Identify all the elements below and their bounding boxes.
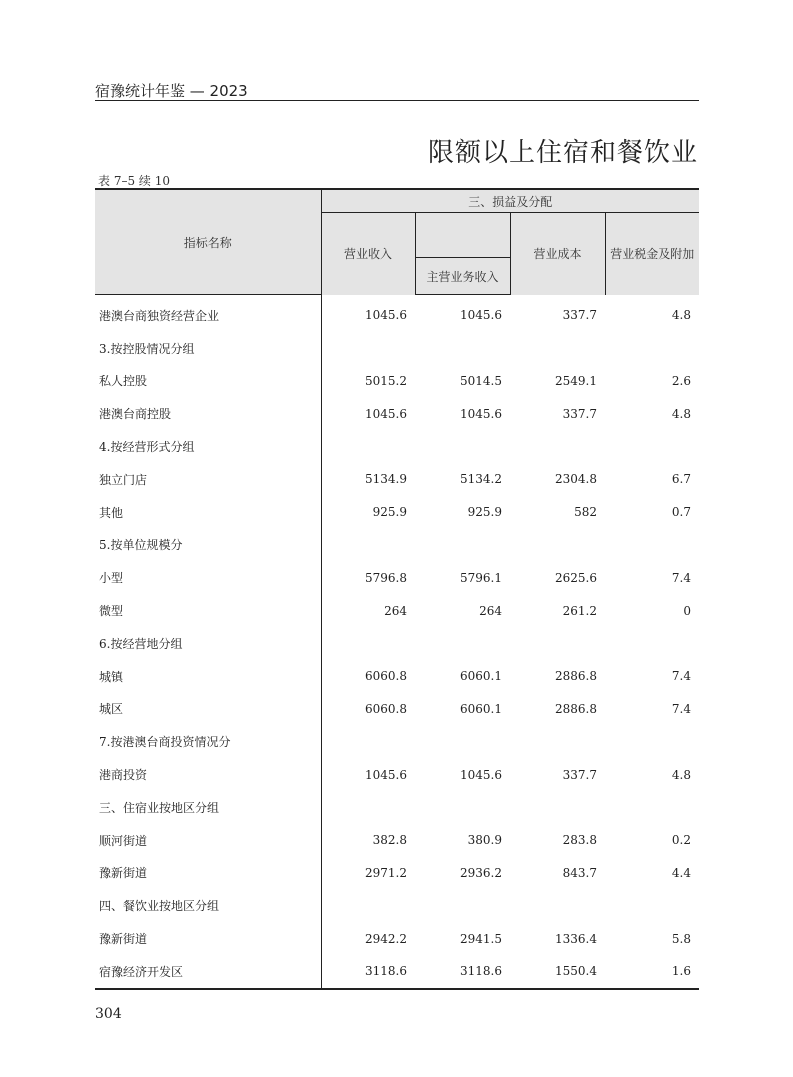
row-label: 港澳台商独资经营企业	[99, 308, 220, 323]
table-row	[95, 594, 699, 627]
cell-tax: 0.7	[671, 505, 692, 520]
cell-tax	[605, 791, 699, 824]
row-label: 独立门店	[99, 472, 148, 487]
cell-tax: 1.6	[605, 955, 699, 989]
cell-main-revenue: 2941.5	[460, 931, 502, 946]
cell-main-revenue	[415, 430, 510, 463]
cell-main-revenue	[415, 627, 510, 660]
cell-main-revenue	[415, 725, 510, 758]
cell-main-revenue: 1045.6	[460, 406, 502, 421]
running-header-title: 宿豫统计年鉴 — 2023	[95, 82, 248, 100]
table-row	[95, 660, 699, 693]
cell-tax: 5.8	[671, 931, 692, 946]
cell-tax	[605, 627, 699, 660]
table-row	[95, 332, 699, 365]
table-row	[95, 824, 699, 857]
column-header-main-revenue: 主营业务收入	[415, 258, 510, 295]
cell-revenue: 5015.2	[321, 365, 415, 398]
table-caption: 表 7–5 续 10	[98, 174, 170, 188]
cell-cost: 2549.1	[555, 373, 597, 388]
header-rule	[95, 100, 699, 101]
cell-revenue: 1045.6	[321, 397, 415, 430]
row-label: 豫新街道	[99, 932, 148, 947]
cell-tax	[605, 889, 699, 922]
cell-cost: 582	[574, 505, 597, 520]
table-row	[95, 365, 699, 398]
cell-revenue: 6060.8	[321, 660, 415, 693]
cell-tax: 4.4	[671, 865, 692, 880]
column-header-revenue: 营业收入	[321, 213, 415, 295]
table-row	[95, 397, 699, 430]
table-header	[95, 189, 699, 295]
cell-tax: 6.7	[671, 472, 692, 487]
cell-main-revenue: 264	[479, 603, 502, 618]
column-header-indicator: 指标名称	[95, 189, 321, 295]
cell-main-revenue: 380.9	[467, 833, 502, 848]
cell-revenue: 2971.2	[321, 857, 415, 890]
row-label: 顺河街道	[99, 833, 148, 848]
cell-tax: 4.8	[671, 767, 692, 782]
table-row	[95, 430, 699, 463]
cell-cost	[510, 529, 605, 562]
cell-main-revenue: 5134.2	[460, 472, 502, 487]
row-label: 5.按单位规模分	[99, 538, 183, 553]
cell-cost: 337.7	[562, 406, 597, 421]
table-row	[95, 922, 699, 955]
cell-tax: 4.8	[671, 308, 692, 323]
cell-main-revenue: 1045.6	[460, 767, 502, 782]
table-row	[95, 496, 699, 529]
cell-tax: 7.4	[671, 669, 692, 684]
cell-revenue	[321, 529, 415, 562]
cell-cost	[510, 332, 605, 365]
column-header-tax: 营业税金及附加	[605, 213, 699, 295]
cell-cost	[510, 725, 605, 758]
row-label: 港商投资	[99, 768, 148, 783]
cell-cost: 1336.4	[555, 931, 597, 946]
table-body	[95, 295, 699, 989]
cell-tax: 0.2	[671, 833, 692, 848]
cell-cost: 2625.6	[555, 570, 597, 585]
table-row	[95, 693, 699, 726]
cell-main-revenue	[415, 791, 510, 824]
column-header-cost: 营业成本	[510, 213, 605, 295]
cell-tax	[605, 529, 699, 562]
table-row	[95, 627, 699, 660]
cell-revenue	[321, 791, 415, 824]
cell-main-revenue: 6060.1	[460, 669, 502, 684]
table-row	[95, 529, 699, 562]
cell-revenue: 5134.9	[321, 463, 415, 496]
table-row	[95, 857, 699, 890]
cell-revenue: 1045.6	[321, 758, 415, 791]
cell-tax: 4.8	[671, 406, 692, 421]
table-row	[95, 725, 699, 758]
cell-cost	[510, 791, 605, 824]
cell-tax: 2.6	[671, 373, 692, 388]
cell-tax: 7.4	[671, 701, 692, 716]
cell-cost: 1550.4	[510, 955, 605, 989]
cell-revenue	[321, 332, 415, 365]
cell-cost: 337.7	[562, 308, 597, 323]
row-label: 宿豫经济开发区	[95, 955, 321, 989]
cell-revenue: 5796.8	[321, 561, 415, 594]
cell-tax	[605, 725, 699, 758]
row-label: 其他	[99, 505, 124, 520]
row-label: 四、餐饮业按地区分组	[99, 899, 220, 914]
cell-tax	[605, 332, 699, 365]
cell-revenue	[321, 430, 415, 463]
cell-revenue	[321, 725, 415, 758]
row-label: 豫新街道	[99, 866, 148, 881]
cell-main-revenue: 3118.6	[415, 955, 510, 989]
cell-cost: 2886.8	[555, 669, 597, 684]
table-row	[95, 463, 699, 496]
cell-main-revenue: 925.9	[467, 505, 502, 520]
cell-tax	[605, 430, 699, 463]
cell-cost: 2886.8	[555, 701, 597, 716]
cell-revenue: 925.9	[321, 496, 415, 529]
cell-main-revenue: 5014.5	[460, 373, 502, 388]
row-label: 小型	[99, 571, 124, 586]
table-row	[95, 295, 699, 332]
cell-cost: 261.2	[562, 603, 597, 618]
cell-revenue: 3118.6	[321, 955, 415, 989]
group-header-profit-distribution: 三、损益及分配	[321, 189, 699, 213]
cell-main-revenue: 2936.2	[460, 865, 502, 880]
chapter-title: 限额以上住宿和餐饮业	[427, 138, 698, 168]
cell-tax: 0	[683, 603, 692, 618]
cell-main-revenue: 5796.1	[460, 570, 502, 585]
cell-cost	[510, 627, 605, 660]
cell-revenue	[321, 627, 415, 660]
row-label: 城区	[99, 702, 124, 717]
cell-revenue	[321, 889, 415, 922]
cell-cost: 843.7	[562, 865, 597, 880]
cell-revenue: 2942.2	[321, 922, 415, 955]
cell-cost	[510, 430, 605, 463]
row-label: 7.按港澳台商投资情况分	[99, 735, 231, 750]
cell-cost: 337.7	[562, 767, 597, 782]
cell-main-revenue: 1045.6	[460, 308, 502, 323]
table-row	[95, 758, 699, 791]
table-row	[95, 561, 699, 594]
cell-revenue: 1045.6	[321, 295, 415, 332]
row-label: 私人控股	[99, 374, 148, 389]
cell-main-revenue	[415, 889, 510, 922]
table-row	[95, 889, 699, 922]
cell-revenue: 264	[321, 594, 415, 627]
cell-revenue: 382.8	[321, 824, 415, 857]
page-number: 304	[95, 1006, 122, 1022]
cell-tax: 7.4	[671, 570, 692, 585]
row-label: 6.按经营地分组	[99, 636, 183, 651]
row-label: 三、住宿业按地区分组	[99, 800, 220, 815]
cell-cost	[510, 889, 605, 922]
row-label: 港澳台商控股	[99, 407, 172, 422]
row-label: 微型	[99, 604, 124, 619]
cell-main-revenue	[415, 332, 510, 365]
cell-main-revenue: 6060.1	[460, 701, 502, 716]
statistics-table	[95, 188, 699, 990]
cell-cost: 2304.8	[555, 472, 597, 487]
cell-main-revenue	[415, 529, 510, 562]
row-label: 3.按控股情况分组	[99, 341, 195, 356]
row-label: 城镇	[99, 669, 124, 684]
cell-cost: 283.8	[562, 833, 597, 848]
column-header-spacer	[415, 213, 510, 258]
cell-revenue: 6060.8	[321, 693, 415, 726]
table-row	[95, 791, 699, 824]
table-row	[95, 955, 699, 989]
row-label: 4.按经营形式分组	[99, 440, 195, 455]
